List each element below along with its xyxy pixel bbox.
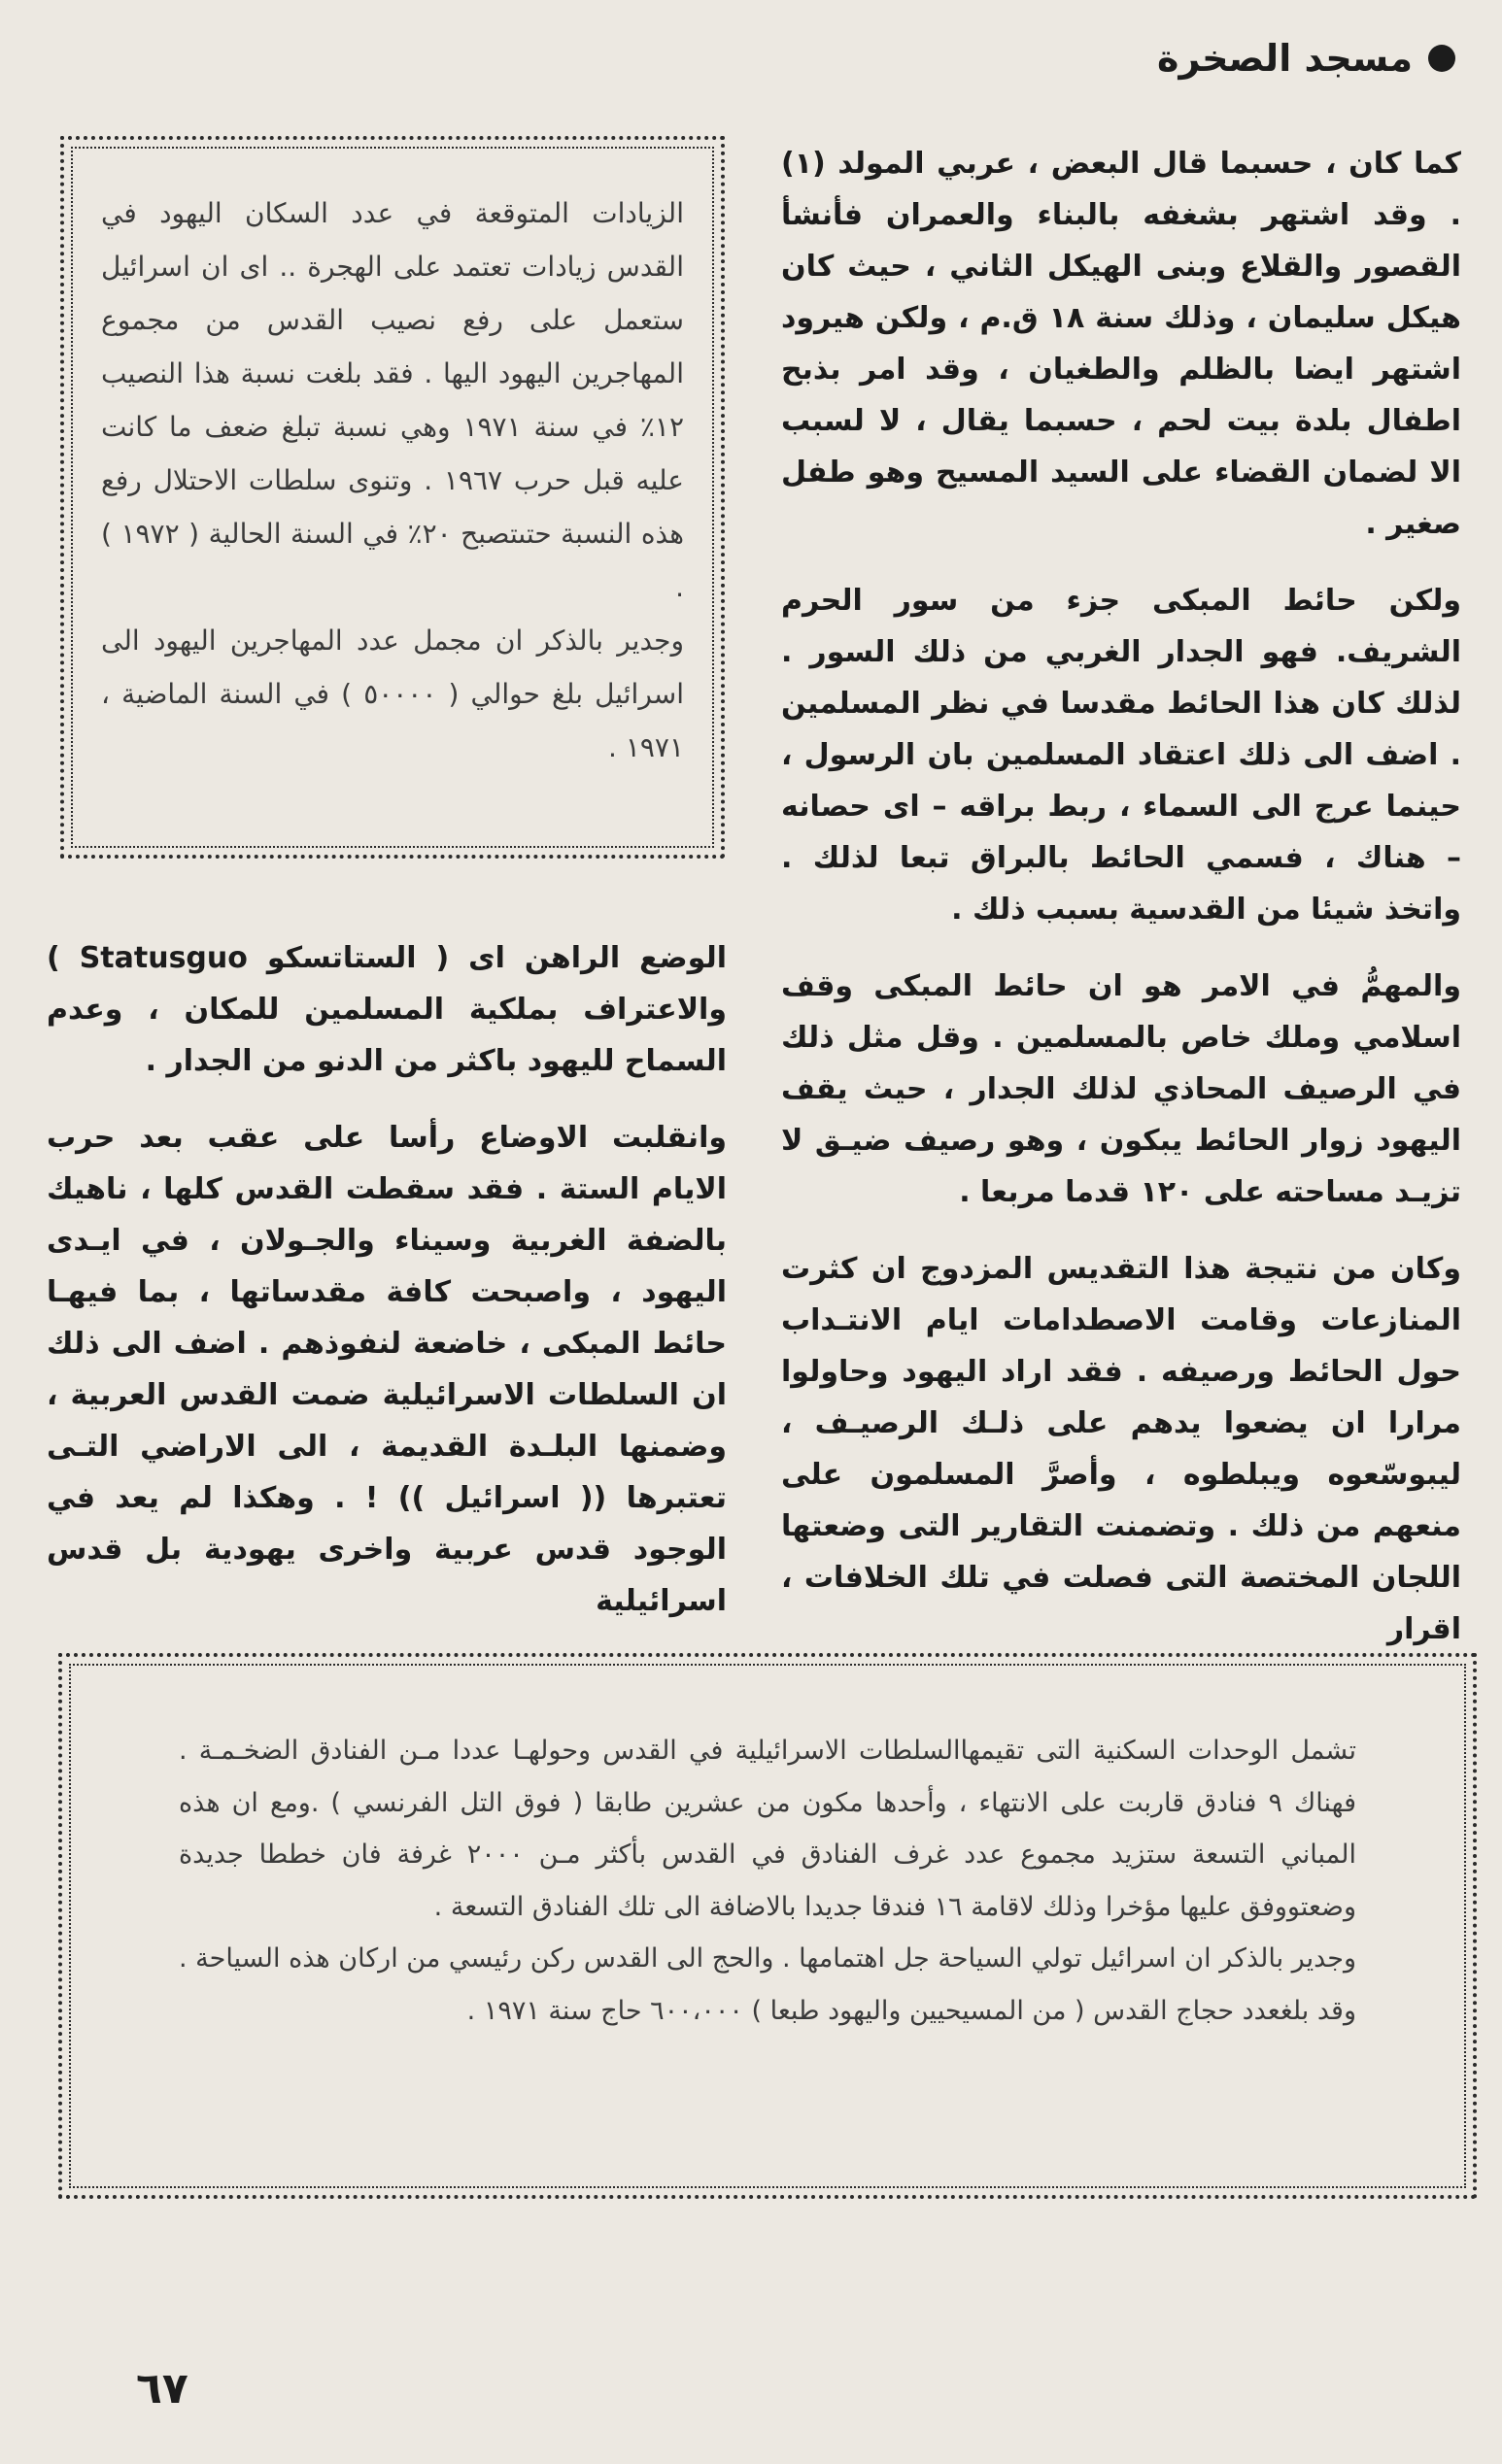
left-paragraph-1: الوضع الراهن اى ( الستاتسكو Statusguo ) والاعتراف بملكية المسلمين للمكان ، وعدم السماح لليهود باكثر من الدنو من الجدار . (47, 941, 727, 1078)
sidebar-box-hotels (58, 1653, 1477, 2199)
header-title: مسجد الصخرة (1157, 37, 1413, 80)
bullet-dot-icon (1428, 45, 1455, 72)
sidebar-box-immigration (60, 136, 725, 859)
running-header (1157, 37, 1455, 80)
right-column (781, 138, 1461, 1680)
box1-paragraph-2: وجدير بالذكر ان مجمل عدد المهاجرين اليهود الى اسرائيل بلغ حوالي ( ٥٠٠٠٠ ) في السنة الماضية ، ١٩٧١ . (101, 624, 685, 763)
box1-paragraph-1: الزيادات المتوقعة في عدد السكان اليهود في القدس زيادات تعتمد على الهجرة .. اى ان اسرائيل ستعمل على رفع نصيب القدس من مجموع المهاجرين اليهود اليها . فقد بلغت نسبة هذا النصيب ١٢٪ في سنة ١٩٧١ وهي نسبة تبلغ ضعف ما كانت عليه قبل حرب ١٩٦٧ . وتنوى سلطات الاحتلال رفع هذه النسبة حتىتصبح ٢٠٪ في السنة الحالية ( ١٩٧٢ ) . (101, 197, 684, 603)
right-paragraph-4: وكان من نتيجة هذا التقديس المزدوج ان كثرت المنازعات وقامت الاصطدامات ايام الانتـداب حول الحائط ورصيفه . فقد اراد اليهود وحاولوا مرارا ان يضعوا يدهم على ذلـك الرصيـف ، ليبوسّعوه ويبلطوه ، وأصرَّ المسلمون على منعهم من ذلك . وتضمنت التقارير التى وضعتها اللجان المختصة التى فصلت في تلك الخلافات ، اقرار (781, 1252, 1461, 1646)
right-paragraph-3: والمهمُّ في الامر هو ان حائط المبكى وقف اسلامي وملك خاص بالمسلمين . وقل مثل ذلك في الرصيف المحاذي لذلك الجدار ، حيث يقف اليهود زوار الحائط يبكون ، وهو رصيف ضيـق لا تزيـد مساحته على ١٢٠ قدما مربعا . (781, 969, 1461, 1209)
left-paragraph-2: وانقلبت الاوضاع رأسا على عقب بعد حرب الايام الستة . فقد سقطت القدس كلها ، ناهيك بالضفة الغربية وسيناء والجـولان ، في ايـدى اليهود ، واصبحت كافة مقدساتها ، بما فيهـا حائط المبكى ، خاضعة لنفوذهم . اضف الى ذلك ان السلطات الاسرائيلية ضمت القدس العربية ، وضمنها البلـدة القديمة ، الى الاراضي التـى تعتبرها (( اسرائيل )) ! . وهكذا لم يعد في الوجود قدس عربية واخرى يهودية بل قدس اسرائيلية (47, 1121, 727, 1618)
box2-paragraph-1: تشمل الوحدات السكنية التى تقيمهاالسلطات الاسرائيلية في القدس وحولهـا عددا مـن الفنادق الضخـمـة . فهناك ٩ فنادق قاربت على الانتهاء ، وأحدها مكون من عشرين طابقا ( فوق التل الفرنسي ) .ومع ان هذه المباني التسعة ستزيد مجموع عدد غرف الفنادق في القدس بأكثر مـن ٢٠٠٠ غرفة فان خططا جديدة وضعتووفق عليها مؤخرا وذلك لاقامة ١٦ فندقا جديدا بالاضافة الى تلك الفنادق التسعة . (179, 1736, 1356, 1922)
right-paragraph-1: كما كان ، حسبما قال البعض ، عربي المولد (١) . وقد اشتهر بشغفه بالبناء والعمران فأنشأ القصور والقلاع وبنى الهيكل الثاني ، حيث كان هيكل سليمان ، وذلك سنة ١٨ ق.م ، ولكن هيرود اشتهر ايضا بالظلم والطغيان ، وقد امر بذبح اطفال بلدة بيت لحم ، حسبما يقال ، لا لسبب الا لضمان القضاء على السيد المسيح وهو طفل صغير . (781, 147, 1461, 541)
page-number: ٦٧ (136, 2364, 188, 2413)
box2-paragraph-2: وجدير بالذكر ان اسرائيل تولي السياحة جل اهتمامها . والحج الى القدس ركن رئيسي من اركان هذه السياحة . وقد بلغعدد حجاج القدس ( من المسيحيين واليهود طبعا ) ٦٠٠،٠٠٠ حاج سنة ١٩٧١ . (179, 1943, 1356, 2026)
right-paragraph-2: ولكن حائط المبكى جزء من سور الحرم الشريف. فهو الجدار الغربي من ذلك السور . لذلك كان هذا الحائط مقدسا في نظر المسلمين . اضف الى ذلك اعتقاد المسلمين بان الرسول ، حينما عرج الى السماء ، ربط براقه – اى حصانه – هناك ، فسمي الحائط بالبراق تبعا لذلك . واتخذ شيئا من القدسية بسبب ذلك . (781, 584, 1461, 927)
left-column (47, 932, 727, 1652)
